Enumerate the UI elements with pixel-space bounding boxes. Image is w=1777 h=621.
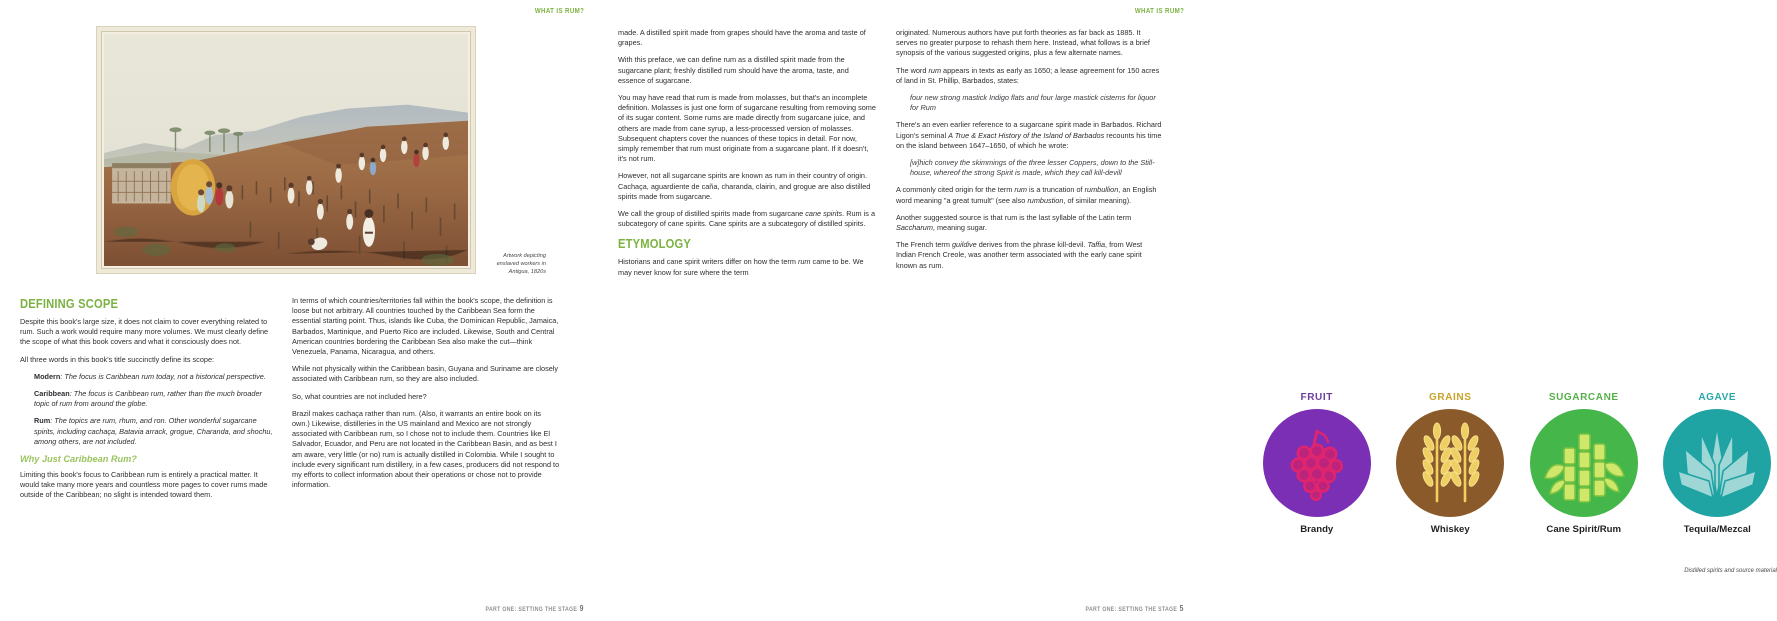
paragraph (618, 209, 876, 229)
category-label-grains: GRAINS (1429, 392, 1472, 403)
paragraph: In terms of which countries/territories fall within the book's scope, the definition is loose but not arbitrary. All countries touched by the Caribbean Sea form the essential starting point. Thus, islands like Cuba, the Dominican Republic, Jamaica, Barbados, Martinique, and Puerto Rico are included. Likewise, South and Central American countries bordering the Caribbean Sea also make the cut—think Venezuela, Panama, Nicaragua, and others. (292, 296, 559, 357)
artwork-mat (96, 26, 476, 274)
blockquote-ligon: [w]hich convey the skimmings of the three lesser Coppers, down to the Still-house, whereof the strong Spirit is made, which they call kill-devill (910, 158, 1155, 178)
text-run-italic: Saccharum (896, 223, 933, 233)
definition-rum (34, 416, 274, 447)
paragraph: originated. Numerous authors have put forth theories as far back as 1885. It serves no greater purpose to rehash them here. Instead, what follows is a brief synopsis of the various suggested origins, plus a few alternate names. (896, 28, 1150, 58)
sugarcane-icon (1542, 422, 1626, 504)
definition-caribbean (34, 389, 274, 409)
text-run: recounts his time on the island between 1647–1650, of which he wrote: (896, 130, 1162, 150)
circle-sugarcane (1530, 409, 1638, 517)
right-column-1 (618, 28, 876, 285)
spirits-source-infographic (1257, 392, 1777, 572)
text-run-italic: rum (1014, 185, 1027, 195)
infographic-item-sugarcane (1524, 392, 1644, 535)
folio-number: 5 (1179, 603, 1184, 613)
infographic-grid (1257, 392, 1777, 535)
text-run-italic: rumbullion (1084, 185, 1119, 195)
text-run: , meaning sugar. (932, 223, 987, 233)
text-run: A commonly cited origin for the term (896, 185, 1015, 195)
text-run: . Rum is a subcategory of cane spirits. Cane spirits are a subcategory of distilled spirits. (618, 209, 875, 229)
heading-defining-scope: DEFINING SCOPE (20, 296, 119, 311)
definition-text: : The topics are rum, rhum, and ron. Other wonderful sugarcane spirits, including cachaça, Batavia arrack, grogue, Charanda, and shochu, among others, are not included. (34, 416, 273, 446)
text-run: The French term (896, 240, 952, 250)
circle-fruit (1263, 409, 1371, 517)
painting-illustration (104, 34, 468, 266)
text-run: We call the group of distilled spirits made from sugarcane (618, 209, 806, 219)
definition-term: Modern (34, 371, 61, 381)
agave-icon (1675, 423, 1759, 503)
blockquote-1650-lease: four new strong mastick Indigo flats and four large mastick cisterns for liquor for Rum (910, 93, 1156, 113)
paragraph: All three words in this book's title succinctly define its scope: (20, 354, 215, 364)
text-run: came to be. We may never know for sure where the term (618, 257, 864, 277)
text-run: appears in texts as early as 1650; a lease agreement for 150 acres of land in St. Phillip, Barbados, states: (896, 65, 1160, 85)
text-run: The word (896, 65, 929, 75)
text-run-italic: cane spirits (805, 209, 843, 219)
paragraph: Despite this book's large size, it does not claim to cover everything related to rum. Such a work would require many more volumes. We must clearly define the scope of what this book covers and what it consciously does not. (20, 317, 269, 347)
text-run: is a truncation of (1027, 185, 1085, 195)
folio-left (486, 603, 584, 613)
paragraph: With this preface, we can define rum as a distilled spirit made from the sugarcane plant; freshly distilled rum should have the aroma, taste, and essence of sugarcane. (618, 55, 849, 85)
definition-text: : The focus is Caribbean rum, rather than the much broader topic of rum from around the globe. (34, 389, 262, 409)
text-run-italic: rum (797, 257, 811, 267)
text-run: , an English word meaning "a great tumult" (see also (896, 185, 1157, 205)
text-run: , of similar meaning). (1063, 195, 1132, 205)
paragraph (896, 66, 1164, 86)
paragraph: While not physically within the Caribbean basin, Guyana and Suriname are closely associated with Caribbean rum, so they are also included. (292, 364, 559, 384)
infographic-item-agave (1658, 392, 1777, 535)
historical-painting (104, 34, 468, 266)
category-label-agave: AGAVE (1698, 392, 1737, 403)
text-run: There's an even earlier reference to a sugarcane spirit made in Barbados. Richard Ligon's seminal (896, 120, 1162, 140)
product-name-cane-spirit-rum: Cane Spirit/Rum (1546, 524, 1622, 535)
paragraph: made. A distilled spirit made from grapes should have the aroma and taste of grapes. (618, 28, 866, 48)
text-run-italic: Taffia (1087, 240, 1106, 250)
heading-etymology: ETYMOLOGY (618, 236, 691, 252)
paragraph (896, 240, 1164, 271)
category-label-sugarcane: SUGARCANE (1548, 392, 1619, 403)
right-column-2 (896, 28, 1164, 278)
wheat-icon (1410, 421, 1490, 505)
paragraph (896, 213, 1164, 233)
folio-text: PART ONE: SETTING THE STAGE (1085, 606, 1178, 613)
text-run-italic: guildive (951, 240, 977, 250)
paragraph (896, 120, 1164, 151)
text-run-italic: A True & Exact History of the Island of Barbados (948, 130, 1105, 140)
artwork-frame (96, 26, 476, 274)
definition-modern (34, 372, 274, 382)
infographic-item-fruit (1257, 392, 1377, 535)
definition-text: : The focus is Caribbean rum today, not a historical perspective. (60, 371, 266, 381)
paragraph: So, what countries are not included here? (292, 391, 427, 401)
paragraph: Brazil makes cachaça rather than rum. (Also, it warrants an entire book on its own.) Likewise, distilleries in the US mainland and Mexico are not strongly associated with Caribbean rum, so I chose not to include them. Countries like El Salvador, Ecuador, and Peru are not located in the Caribbean Basin, and as best I am aware, very little (or no) rum is actually distilled in Colombia. While I sought to include every significant rum distillery, in a few cases, producers did not respond to my efforts to collect information about their operations or chose not to provide information. (292, 408, 560, 490)
artwork-caption: Artwork depicting enslaved workers in Antigua, 1820s (496, 253, 546, 275)
text-run: derives from the phrase kill-devil. (976, 240, 1088, 250)
folio-text: PART ONE: SETTING THE STAGE (485, 606, 578, 613)
text-run-italic: rum (928, 65, 942, 75)
running-head-right: WHAT IS RUM? (1134, 6, 1184, 15)
subheading-why-just-caribbean-rum: Why Just Caribbean Rum? (20, 454, 137, 465)
paragraph: You may have read that rum is made from molasses, but that's an incomplete definition. Molasses is just one form of sugarcane resulting from removing some of its sugar content. Some rums are made directly from sugarcane juice, and others are made from cane syrup, a less-processed version of molasses. Subsequent chapters cover the nuances of these topics in detail. For now, simply remember that rum must originate from a sugarcane plant. If it doesn't, it's not rum. (618, 93, 876, 164)
artwork-mat-inner (101, 31, 471, 269)
running-head-left: WHAT IS RUM? (534, 6, 584, 15)
right-page (600, 0, 1777, 621)
definition-term: Caribbean (34, 389, 70, 399)
paragraph (618, 257, 876, 277)
infographic-item-grains (1391, 392, 1511, 535)
text-run: Historians and cane spirit writers differ on how the term (618, 257, 798, 267)
circle-grains (1396, 409, 1504, 517)
text-run: Another suggested source is that rum is the last syllable of the Latin term (896, 212, 1132, 222)
left-column-2 (292, 296, 560, 497)
text-run-italic: rumbustion (1027, 195, 1064, 205)
circle-agave (1663, 409, 1771, 517)
category-label-fruit: FRUIT (1300, 392, 1333, 403)
folio-right (1086, 603, 1184, 613)
text-run: , from West Indian French Creole, was another term associated with the early cane spirit known as rum. (896, 240, 1143, 270)
product-name-brandy: Brandy (1300, 524, 1334, 535)
left-column-1 (20, 296, 274, 508)
grapes-icon (1281, 425, 1353, 501)
product-name-tequila-mezcal: Tequila/Mezcal (1683, 524, 1751, 535)
folio-number: 9 (579, 603, 584, 613)
paragraph: However, not all sugarcane spirits are known as rum in their country of origin. Cachaça, aguardiente de caña, charanda, clairin, and grogue are also distilled spirits made from sugarcane. (618, 171, 871, 201)
left-page (0, 0, 600, 621)
infographic-caption: Distilled spirits and source material (1684, 568, 1777, 574)
definition-term: Rum (34, 416, 51, 426)
paragraph: Limiting this book's focus to Caribbean rum is entirely a practical matter. It would take many more years and countless more pages to cover rums made outside of the Caribbean; no slight is intended toward them. (20, 470, 268, 500)
paragraph (896, 185, 1164, 205)
product-name-whiskey: Whiskey (1430, 524, 1470, 535)
